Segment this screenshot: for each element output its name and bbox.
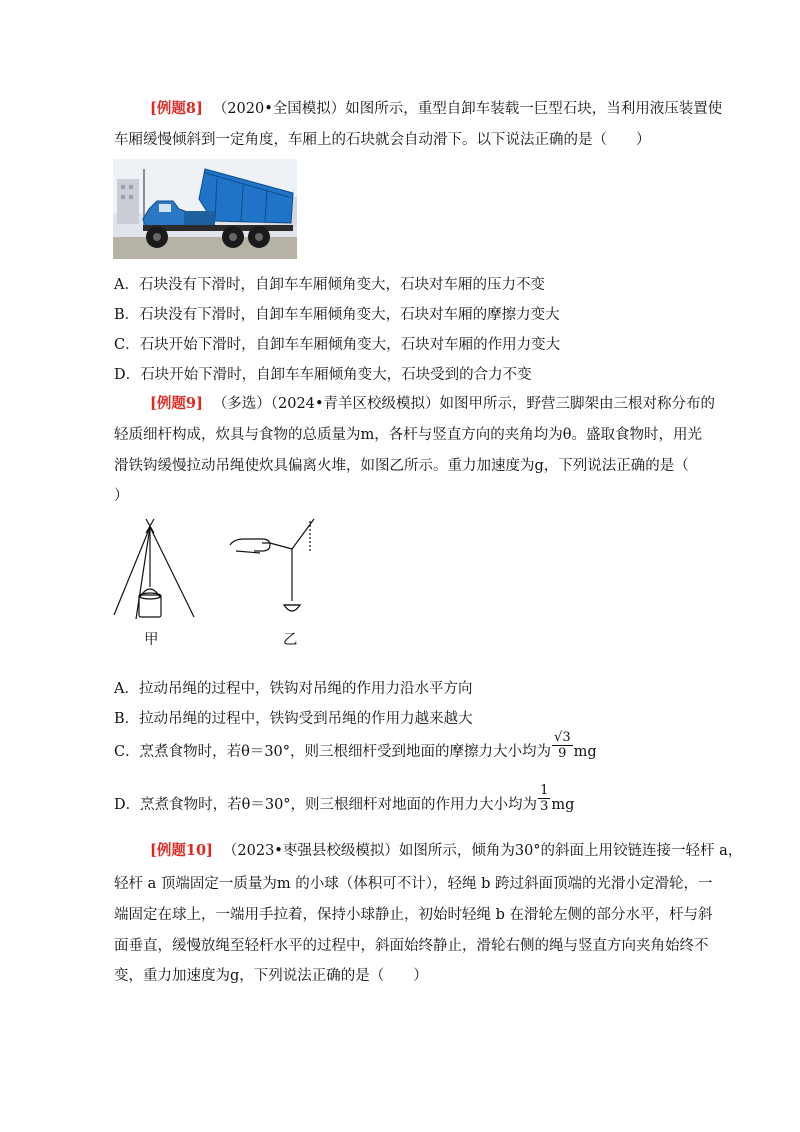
dump-truck-image	[113, 159, 297, 259]
fraction-one-third	[538, 783, 550, 814]
q8-line1	[150, 99, 722, 119]
q9-line2: 轻质细杆构成，炊具与食物的总质量为m，各杆与竖直方向的夹角均为θ。盛取食物时，用光	[114, 427, 702, 443]
q9-option-d-text: D．烹煮食物时，若θ＝30°，则三根细杆对地面的作用力大小均为	[114, 797, 538, 813]
q8-option-c: C．石块开始下滑时，自卸车车厢倾角变大，石块对车厢的作用力变大	[114, 337, 561, 353]
q8-option-d: D．石块开始下滑时，自卸车车厢倾角变大，石块受到的合力不变	[114, 367, 532, 383]
q9-text-1: （多选）（2024•青羊区校级模拟）如图甲所示，野营三脚架由三根对称分布的	[212, 396, 716, 412]
q10-line4: 面垂直，缓慢放绳至轻杆水平的过程中，斜面始终静止，滑轮右侧的绳与竖直方向夹角始终不	[114, 938, 709, 954]
q9-option-c-unit: mg	[573, 744, 597, 760]
q9-option-d-unit: mg	[551, 797, 575, 813]
q10-line2: 轻杆 a 顶端固定一质量为m 的小球（体积可不计），轻绳 b 跨过斜面顶端的光滑小定滑轮，一	[114, 876, 713, 892]
q10-text-1: （2023•枣强县校级模拟）如图所示，倾角为30°的斜面上用铰链连接一轻杆 a，	[222, 843, 743, 859]
fraction-denominator: 9	[558, 745, 567, 761]
q10-line5: 变，重力加速度为g，下列说法正确的是（ ）	[114, 968, 428, 984]
q8-option-b: B．石块没有下滑时，自卸车车厢倾角变大，石块对车厢的摩擦力变大	[114, 307, 560, 323]
q8-option-a: A．石块没有下滑时，自卸车车厢倾角变大，石块对车厢的压力不变	[114, 277, 545, 293]
fraction-sqrt3-over-9	[552, 730, 573, 761]
tripod-figure	[110, 515, 200, 625]
fraction-denominator: 3	[540, 798, 549, 814]
q9-line4: ）	[114, 488, 129, 504]
fig-label-jia: 甲	[144, 632, 159, 648]
q9-option-a: A．拉动吊绳的过程中，铁钩对吊绳的作用力沿水平方向	[114, 681, 473, 697]
q9-option-c	[114, 729, 597, 762]
q10-line1	[150, 841, 742, 861]
q9-line1	[150, 394, 715, 414]
q8-text-1: （2020•全国模拟）如图所示，重型自卸车装载一巨型石块，当利用液压装置使	[212, 101, 723, 117]
fraction-numerator: 1	[540, 782, 549, 798]
fig-label-yi: 乙	[283, 632, 298, 648]
q10-line3: 端固定在球上，一端用手拉着，保持小球静止，初始时轻绳 b 在滑轮左侧的部分水平，杆与斜	[114, 907, 713, 923]
q9-tag: [例题9]	[150, 395, 203, 412]
q8-line2: 车厢缓慢倾斜到一定角度，车厢上的石块就会自动滑下。以下说法正确的是（ ）	[114, 132, 651, 148]
q9-option-d	[114, 782, 575, 815]
q9-line3: 滑铁钩缓慢拉动吊绳使炊具偏离火堆，如图乙所示。重力加速度为g，下列说法正确的是（	[114, 458, 689, 474]
q9-option-c-text: C．烹煮食物时，若θ＝30°，则三根细杆受到地面的摩擦力大小均为	[114, 744, 552, 760]
hook-figure	[226, 513, 326, 623]
q10-tag: [例题10]	[150, 842, 213, 859]
fraction-numerator: √3	[554, 729, 571, 745]
q8-tag: [例题8]	[150, 100, 203, 117]
q9-option-b: B．拉动吊绳的过程中，铁钩受到吊绳的作用力越来越大	[114, 711, 473, 727]
